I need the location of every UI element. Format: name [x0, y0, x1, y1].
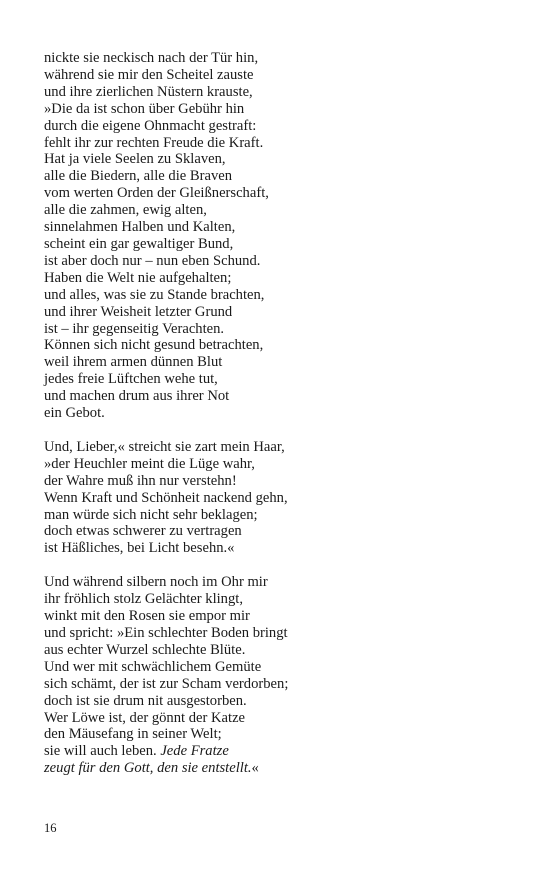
poem-line [44, 67, 524, 84]
poem-line [44, 151, 524, 168]
poem-line [44, 321, 524, 338]
line-text: Und wer mit schwächlichem Gemüte [44, 658, 262, 675]
line-text: und ihre zierlichen Nüstern krauste, [44, 83, 253, 100]
poem-line [44, 642, 524, 659]
line-text: weil ihrem armen dünnen Blut [44, 354, 223, 371]
line-text: und alles, was sie zu Stande brachten, [44, 286, 265, 303]
poem-line [44, 490, 524, 507]
line-text: ist Häßliches, bei Licht besehn.« [44, 540, 235, 557]
line-text: Hat ja viele Seelen zu Sklaven, [44, 151, 226, 168]
poem-line [44, 473, 524, 490]
stanza [44, 439, 524, 557]
poem-line [44, 676, 524, 693]
line-text: der Wahre muß ihn nur verstehn! [44, 472, 237, 489]
poem-line [44, 118, 524, 135]
poem-line [44, 185, 524, 202]
line-text: durch die eigene Ohnmacht gestraft: [44, 117, 257, 134]
poem-line [44, 135, 524, 152]
line-text: alle die Biedern, alle die Braven [44, 168, 233, 185]
line-text: »der Heuchler meint die Lüge wahr, [44, 455, 255, 472]
poem-text [44, 50, 524, 777]
line-text: ein Gebot. [44, 405, 105, 422]
poem-line [44, 659, 524, 676]
stanza [44, 574, 524, 777]
line-text: Und, Lieber,« streicht sie zart mein Haar, [44, 438, 285, 455]
line-text: ist aber doch nur – nun eben Schund. [44, 252, 261, 269]
line-text: sinnelahmen Halben und Kalten, [44, 219, 236, 236]
line-text: Können sich nicht gesund betrachten, [44, 337, 264, 354]
poem-line [44, 710, 524, 727]
poem-line [44, 523, 524, 540]
line-text: nickte sie neckisch nach der Tür hin, [44, 50, 259, 66]
poem-line [44, 625, 524, 642]
poem-line [44, 405, 524, 422]
line-text: ihr fröhlich stolz Gelächter klingt, [44, 591, 243, 608]
italic-text: Jede Fratze [160, 743, 229, 760]
poem-line [44, 84, 524, 101]
line-text: und machen drum aus ihrer Not [44, 388, 230, 405]
line-text: Haben die Welt nie aufgehalten; [44, 269, 232, 286]
poem-line [44, 540, 524, 557]
poem-line [44, 101, 524, 118]
poem-line [44, 693, 524, 710]
poem-line [44, 168, 524, 185]
line-text: ist – ihr gegenseitig Verachten. [44, 320, 225, 337]
line-text: jedes freie Lüftchen wehe tut, [44, 371, 218, 388]
poem-line [44, 219, 524, 236]
poem-line [44, 743, 524, 760]
poem-page [44, 50, 524, 794]
poem-line [44, 304, 524, 321]
poem-line [44, 456, 524, 473]
line-text: während sie mir den Scheitel zauste [44, 66, 254, 83]
line-text: und spricht: »Ein schlechter Boden bringt [44, 625, 288, 641]
line-text: scheint ein gar gewaltiger Bund, [44, 235, 234, 252]
poem-line [44, 760, 524, 777]
poem-line [44, 507, 524, 524]
line-text: Und während silbern noch im Ohr mir [44, 574, 268, 591]
stanza [44, 50, 524, 422]
line-text: den Mäusefang in seiner Welt; [44, 726, 222, 743]
page-number: 16 [44, 821, 57, 835]
poem-line [44, 337, 524, 354]
poem-line [44, 270, 524, 287]
line-text: Wer Löwe ist, der gönnt der Katze [44, 709, 246, 726]
poem-line [44, 574, 524, 591]
poem-line [44, 236, 524, 253]
line-text: man würde sich nicht sehr beklagen; [44, 506, 258, 523]
poem-line [44, 287, 524, 304]
italic-text: zeugt für den Gott, den sie entstellt. [44, 760, 252, 777]
poem-line [44, 50, 524, 67]
line-text: sie will auch leben. [44, 743, 161, 760]
line-text: sich schämt, der ist zur Scham verdorben; [44, 675, 289, 692]
line-text: aus echter Wurzel schlechte Blüte. [44, 641, 246, 658]
line-text: »Die da ist schon über Gebühr hin [44, 100, 245, 117]
poem-line [44, 354, 524, 371]
line-text: winkt mit den Rosen sie empor mir [44, 608, 250, 625]
poem-line [44, 202, 524, 219]
line-text: alle die zahmen, ewig alten, [44, 202, 207, 219]
line-text: « [251, 760, 259, 777]
poem-line [44, 591, 524, 608]
line-text: doch etwas schwerer zu vertragen [44, 523, 242, 540]
poem-line [44, 253, 524, 270]
line-text: vom werten Orden der Gleißnerschaft, [44, 185, 269, 202]
line-text: fehlt ihr zur rechten Freude die Kraft. [44, 134, 264, 151]
poem-line [44, 371, 524, 388]
poem-line [44, 726, 524, 743]
line-text: und ihrer Weisheit letzter Grund [44, 303, 233, 320]
poem-line [44, 388, 524, 405]
line-text: doch ist sie drum nit ausgestorben. [44, 692, 247, 709]
poem-line [44, 439, 524, 456]
line-text: Wenn Kraft und Schönheit nackend gehn, [44, 489, 288, 506]
poem-line [44, 608, 524, 625]
